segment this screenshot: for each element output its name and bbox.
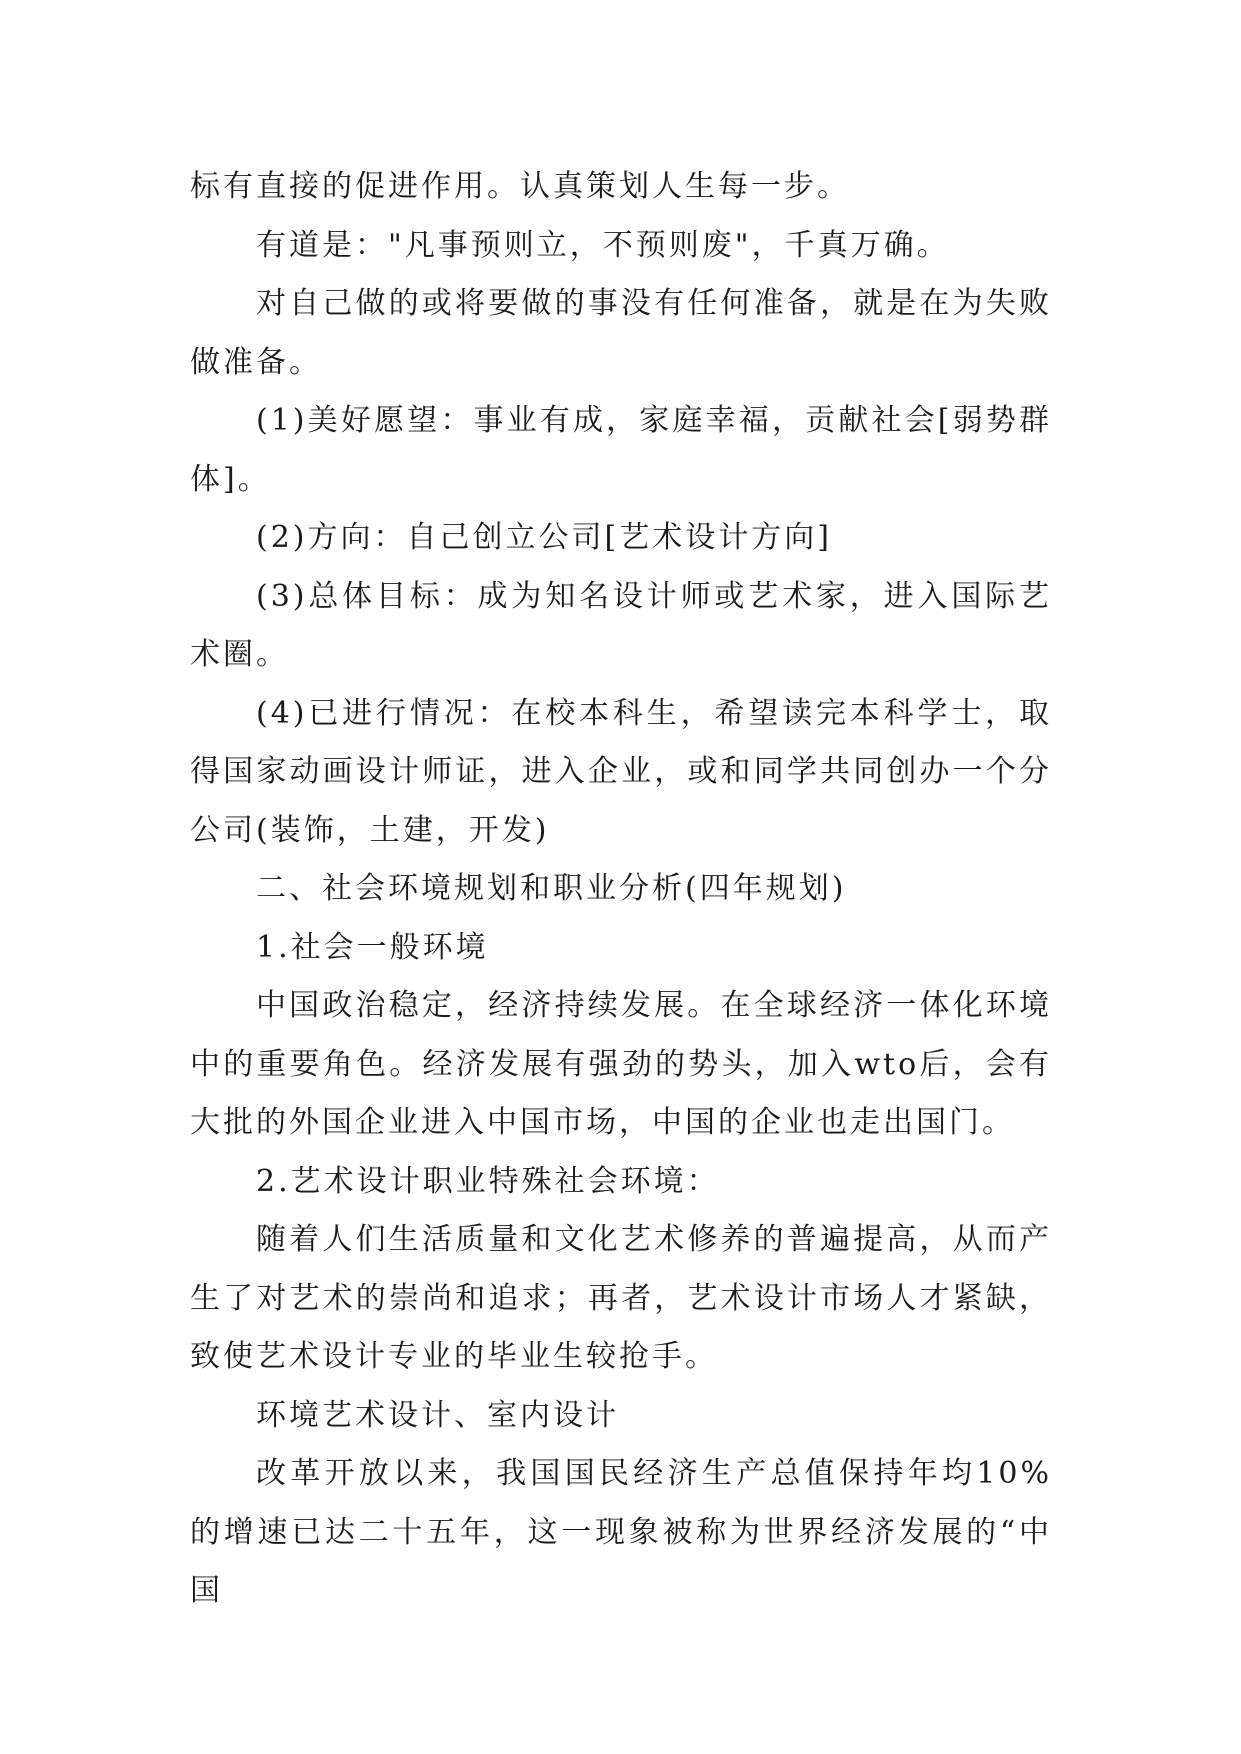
subheading-special-environment: 2.艺术设计职业特殊社会环境： (256, 1163, 720, 1199)
subheading-environment-design: 环境艺术设计、室内设计 (256, 1397, 619, 1433)
paragraph-wish: (1)美好愿望：事业有成，家庭幸福，贡献社会[弱势群体]。 (190, 403, 1052, 497)
paragraph-direction: (2)方向：自己创立公司[艺术设计方向] (256, 520, 832, 555)
paragraph-general-environment: 中国政治稳定，经济持续发展。在全球经济一体化环境中的重要角色。经济发展有强劲的势头，加入wto后，会有大批的外国企业进入中国市场，中国的企业也走出国门。 (190, 988, 1052, 1140)
paragraph-proverb: 有道是："凡事预则立，不预则废"，千真万确。 (256, 227, 950, 263)
subheading-general-environment: 1.社会一般环境 (256, 929, 489, 965)
body-text (190, 158, 1052, 1621)
paragraph-economy: 改革开放以来，我国国民经济生产总值保持年均10%的增速已达二十五年，这一现象被称为世界经济发展的“中国 (190, 1456, 1052, 1608)
paragraph-overall-goal: (3)总体目标：成为知名设计师或艺术家，进入国际艺术圈。 (190, 578, 1052, 672)
paragraph-special-environment: 随着人们生活质量和文化艺术修养的普遍提高，从而产生了对艺术的崇尚和追求；再者，艺术设计市场人才紧缺，致使艺术设计专业的毕业生较抢手。 (190, 1222, 1052, 1374)
section-heading: 二、社会环境规划和职业分析(四年规划) (256, 871, 847, 906)
paragraph-current-status: (4)已进行情况：在校本科生，希望读完本科学士，取得国家动画设计师证，进入企业，或和同学共同创办一个分公司(装饰，土建，开发) (190, 695, 1052, 848)
paragraph-preparation: 对自己做的或将要做的事没有任何准备，就是在为失败做准备。 (190, 286, 1052, 380)
paragraph-continuation: 标有直接的促进作用。认真策划人生每一步。 (190, 169, 850, 204)
